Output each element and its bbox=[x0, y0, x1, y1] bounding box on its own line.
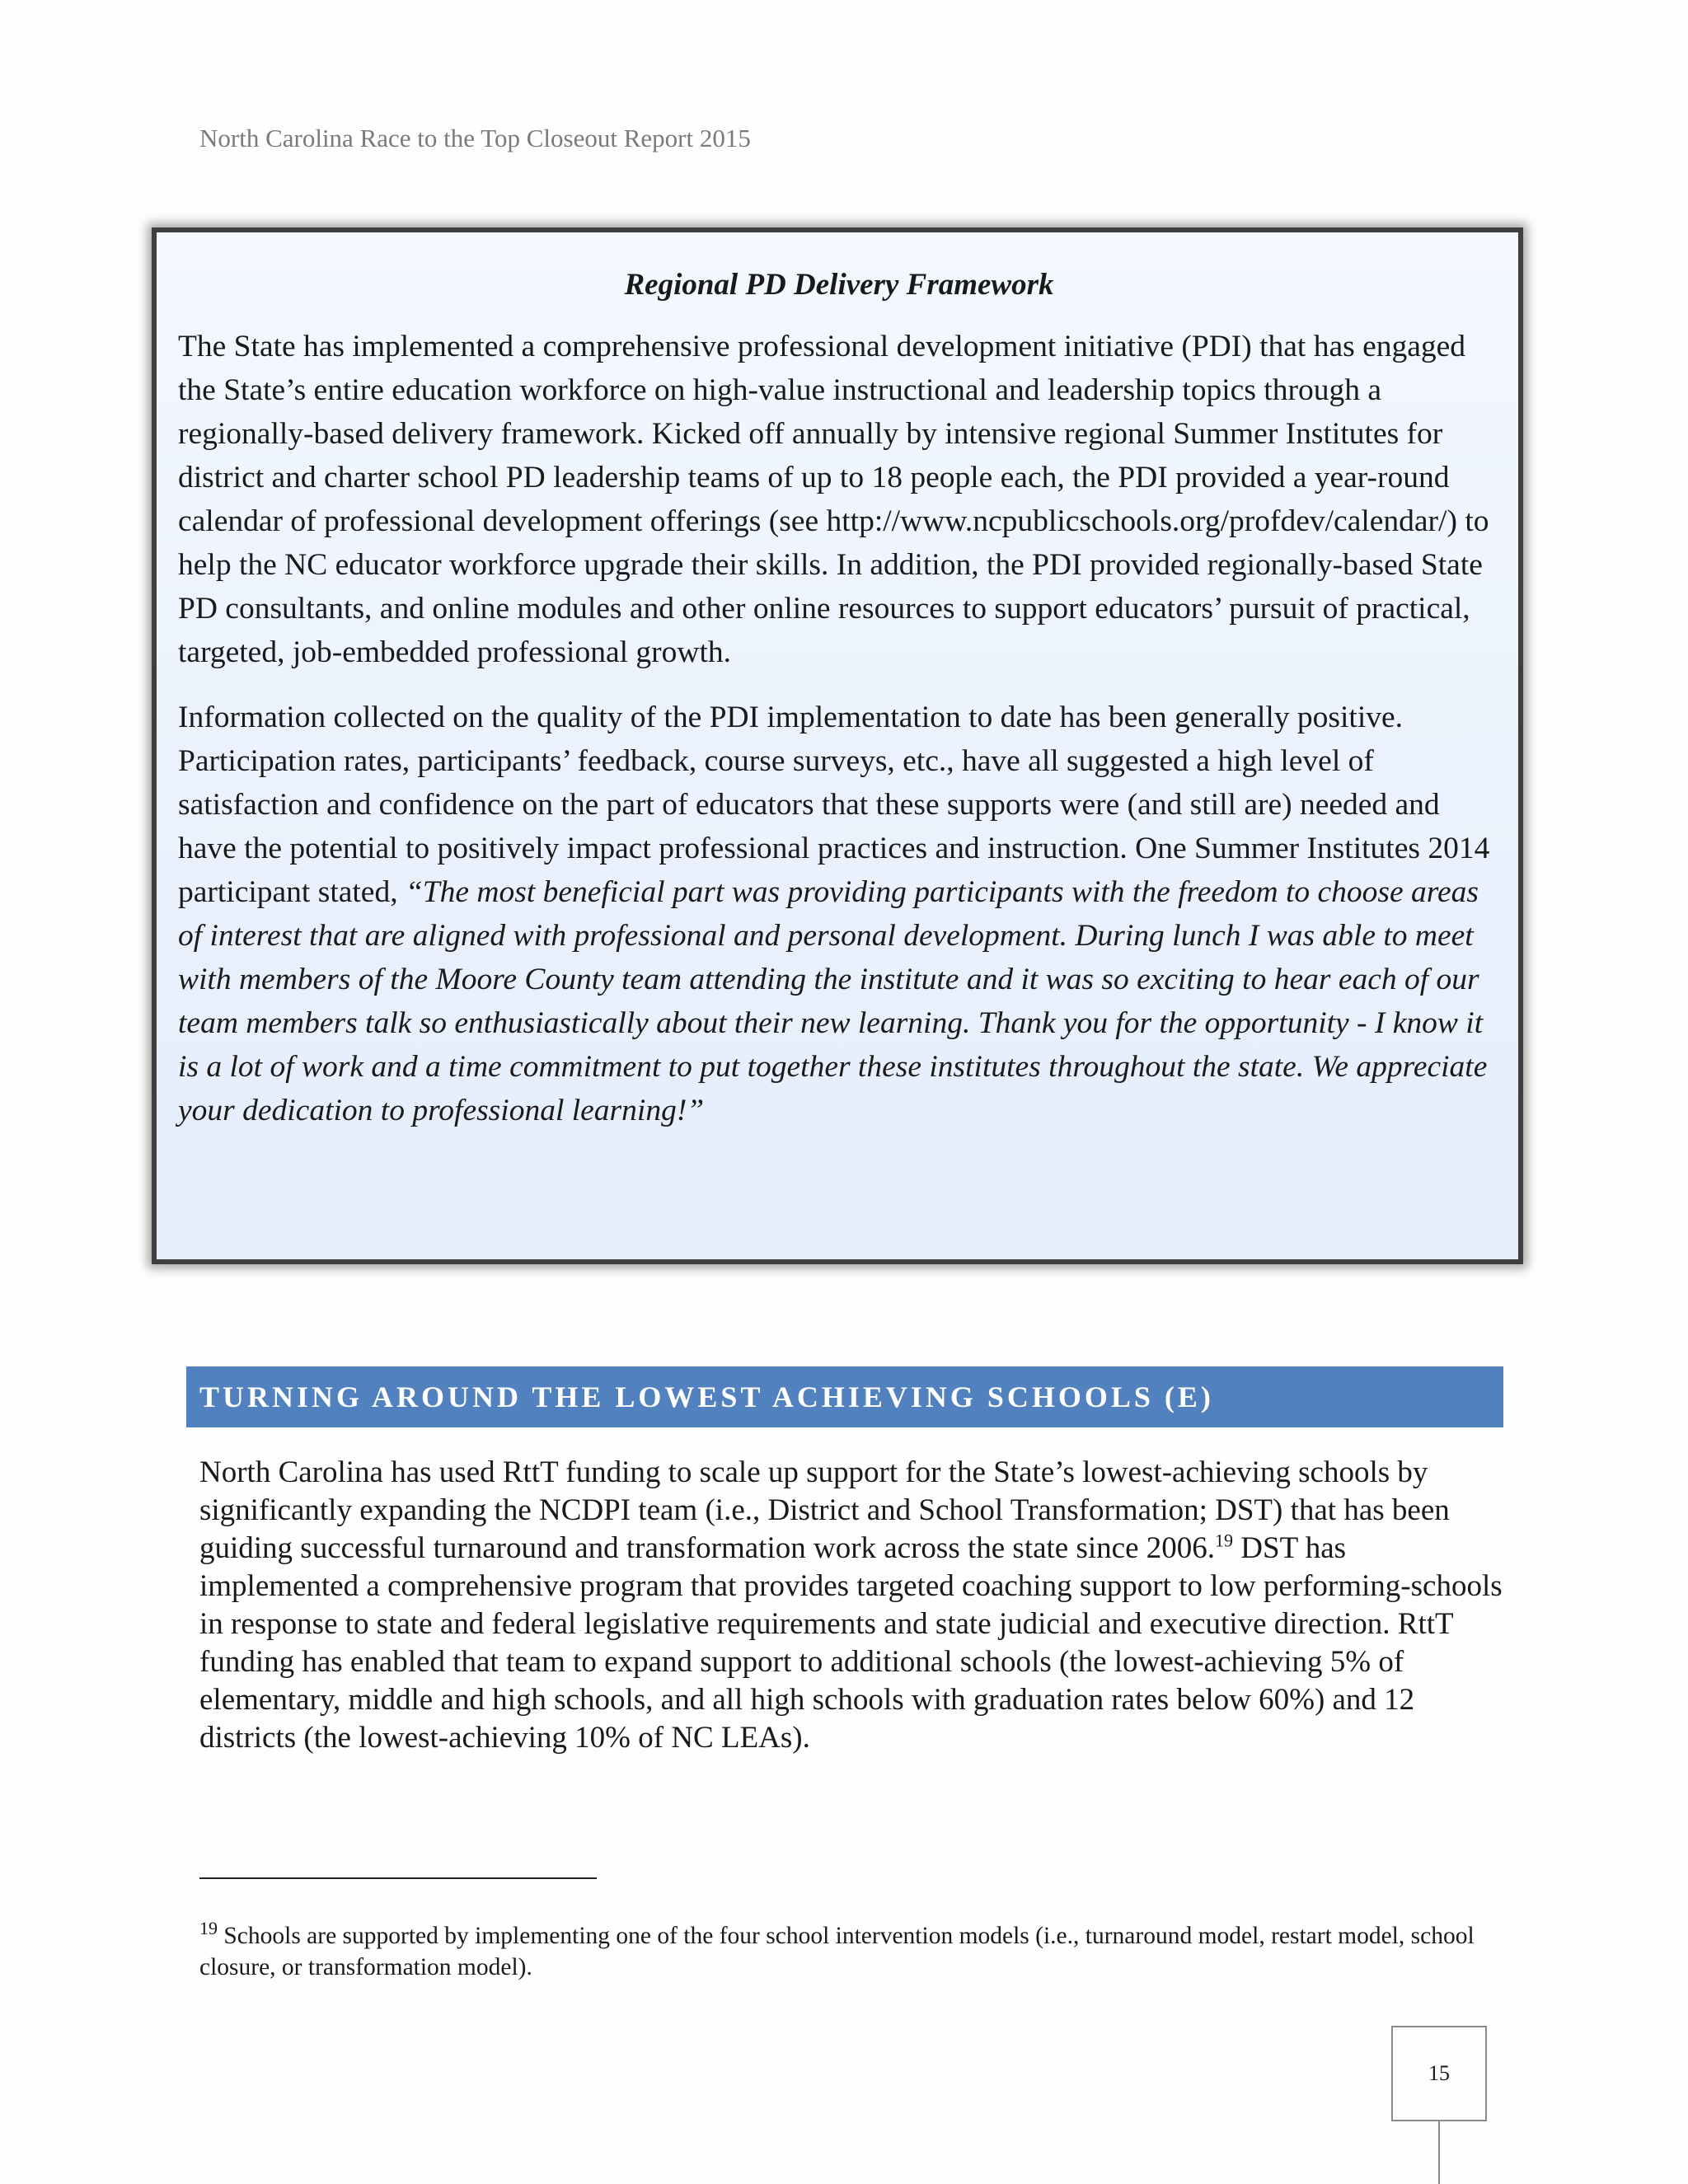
pd-framework-callout-box bbox=[152, 227, 1523, 1264]
page-number-connector-line bbox=[1438, 2121, 1440, 2184]
callout-title: Regional PD Delivery Framework bbox=[624, 268, 1054, 302]
footnote bbox=[199, 1920, 1510, 1983]
callout-paragraph-2 bbox=[178, 696, 1500, 1132]
body-text-part-1: North Carolina has used RttT funding to scale up support for the State’s lowest-achieving schools by significantly expanding the NCDPI team (i.e., District and School Transformation; DST) that has been guiding successful turnaround and transformation work across the state since 2006. bbox=[199, 1455, 1450, 1565]
footnote-number: 19 bbox=[199, 1918, 218, 1939]
footnote-text: Schools are supported by implementing one of the four school intervention models (i.e., turnaround model, restart model, school closure, or transformation model). bbox=[199, 1923, 1475, 1980]
callout-paragraph-1: The State has implemented a comprehensive professional development initiative (PDI) that has engaged the State’s entire education workforce on high-value instructional and leadership topics through a regionally-based delivery framework. Kicked off annually by intensive regional Summer Institutes for district and charter school PD leadership teams of up to 18 people each, the PDI provided a year-round calendar of professional development offerings (see http://www.ncpublicschools.org/profdev/calendar/) to help the NC educator workforce upgrade their skills. In addition, the PDI provided regionally-based State PD consultants, and online modules and other online resources to support educators’ pursuit of practical, targeted, job-embedded professional growth. bbox=[178, 330, 1489, 670]
section-heading: TURNING AROUND THE LOWEST ACHIEVING SCHOOLS (E) bbox=[199, 1380, 1214, 1413]
footnote-reference[interactable]: 19 bbox=[1215, 1530, 1234, 1551]
participant-quote: “The most beneficial part was providing participants with the freedom to choose areas of interest that are aligned with professional and personal development. During lunch I was able to meet with members of the Moore County team attending the institute and it was so exciting to hear each of our team members talk so enthusiastically about their new learning. Thank you for the opportunity - I know it is a lot of work and a time commitment to put together these institutes throughout the state. We appreciate your dedication to professional learning!” bbox=[178, 875, 1488, 1128]
footnote-divider bbox=[199, 1877, 597, 1879]
callout-paragraph-2-text: Information collected on the quality of the PDI implementation to date has been generally positive. Participation rates, participants’ feedback, course surveys, etc., have all suggested a high level of satisfaction and confidence on the part of educators that these supports were (and still are) needed and have the potential to positively impact professional practices and instruction. One Summer Institutes 2014 participant stated, bbox=[178, 701, 1490, 910]
section-body-paragraph bbox=[199, 1454, 1510, 1757]
page-number-box bbox=[1391, 2026, 1487, 2121]
body-text-part-2: DST has implemented a comprehensive program that provides targeted coaching support to low performing-schools in response to state and federal legislative requirements and state judicial and executive direction. RttT funding has enabled that team to expand support to additional schools (the lowest-achieving 5% of elementary, middle and high schools, and all high schools with graduation rates below 60%) and 12 districts (the lowest-achieving 10% of NC LEAs). bbox=[199, 1531, 1503, 1755]
page-number: 15 bbox=[1428, 2061, 1450, 2085]
section-heading-bar bbox=[186, 1366, 1503, 1427]
running-header: North Carolina Race to the Top Closeout Report 2015 bbox=[199, 124, 751, 152]
